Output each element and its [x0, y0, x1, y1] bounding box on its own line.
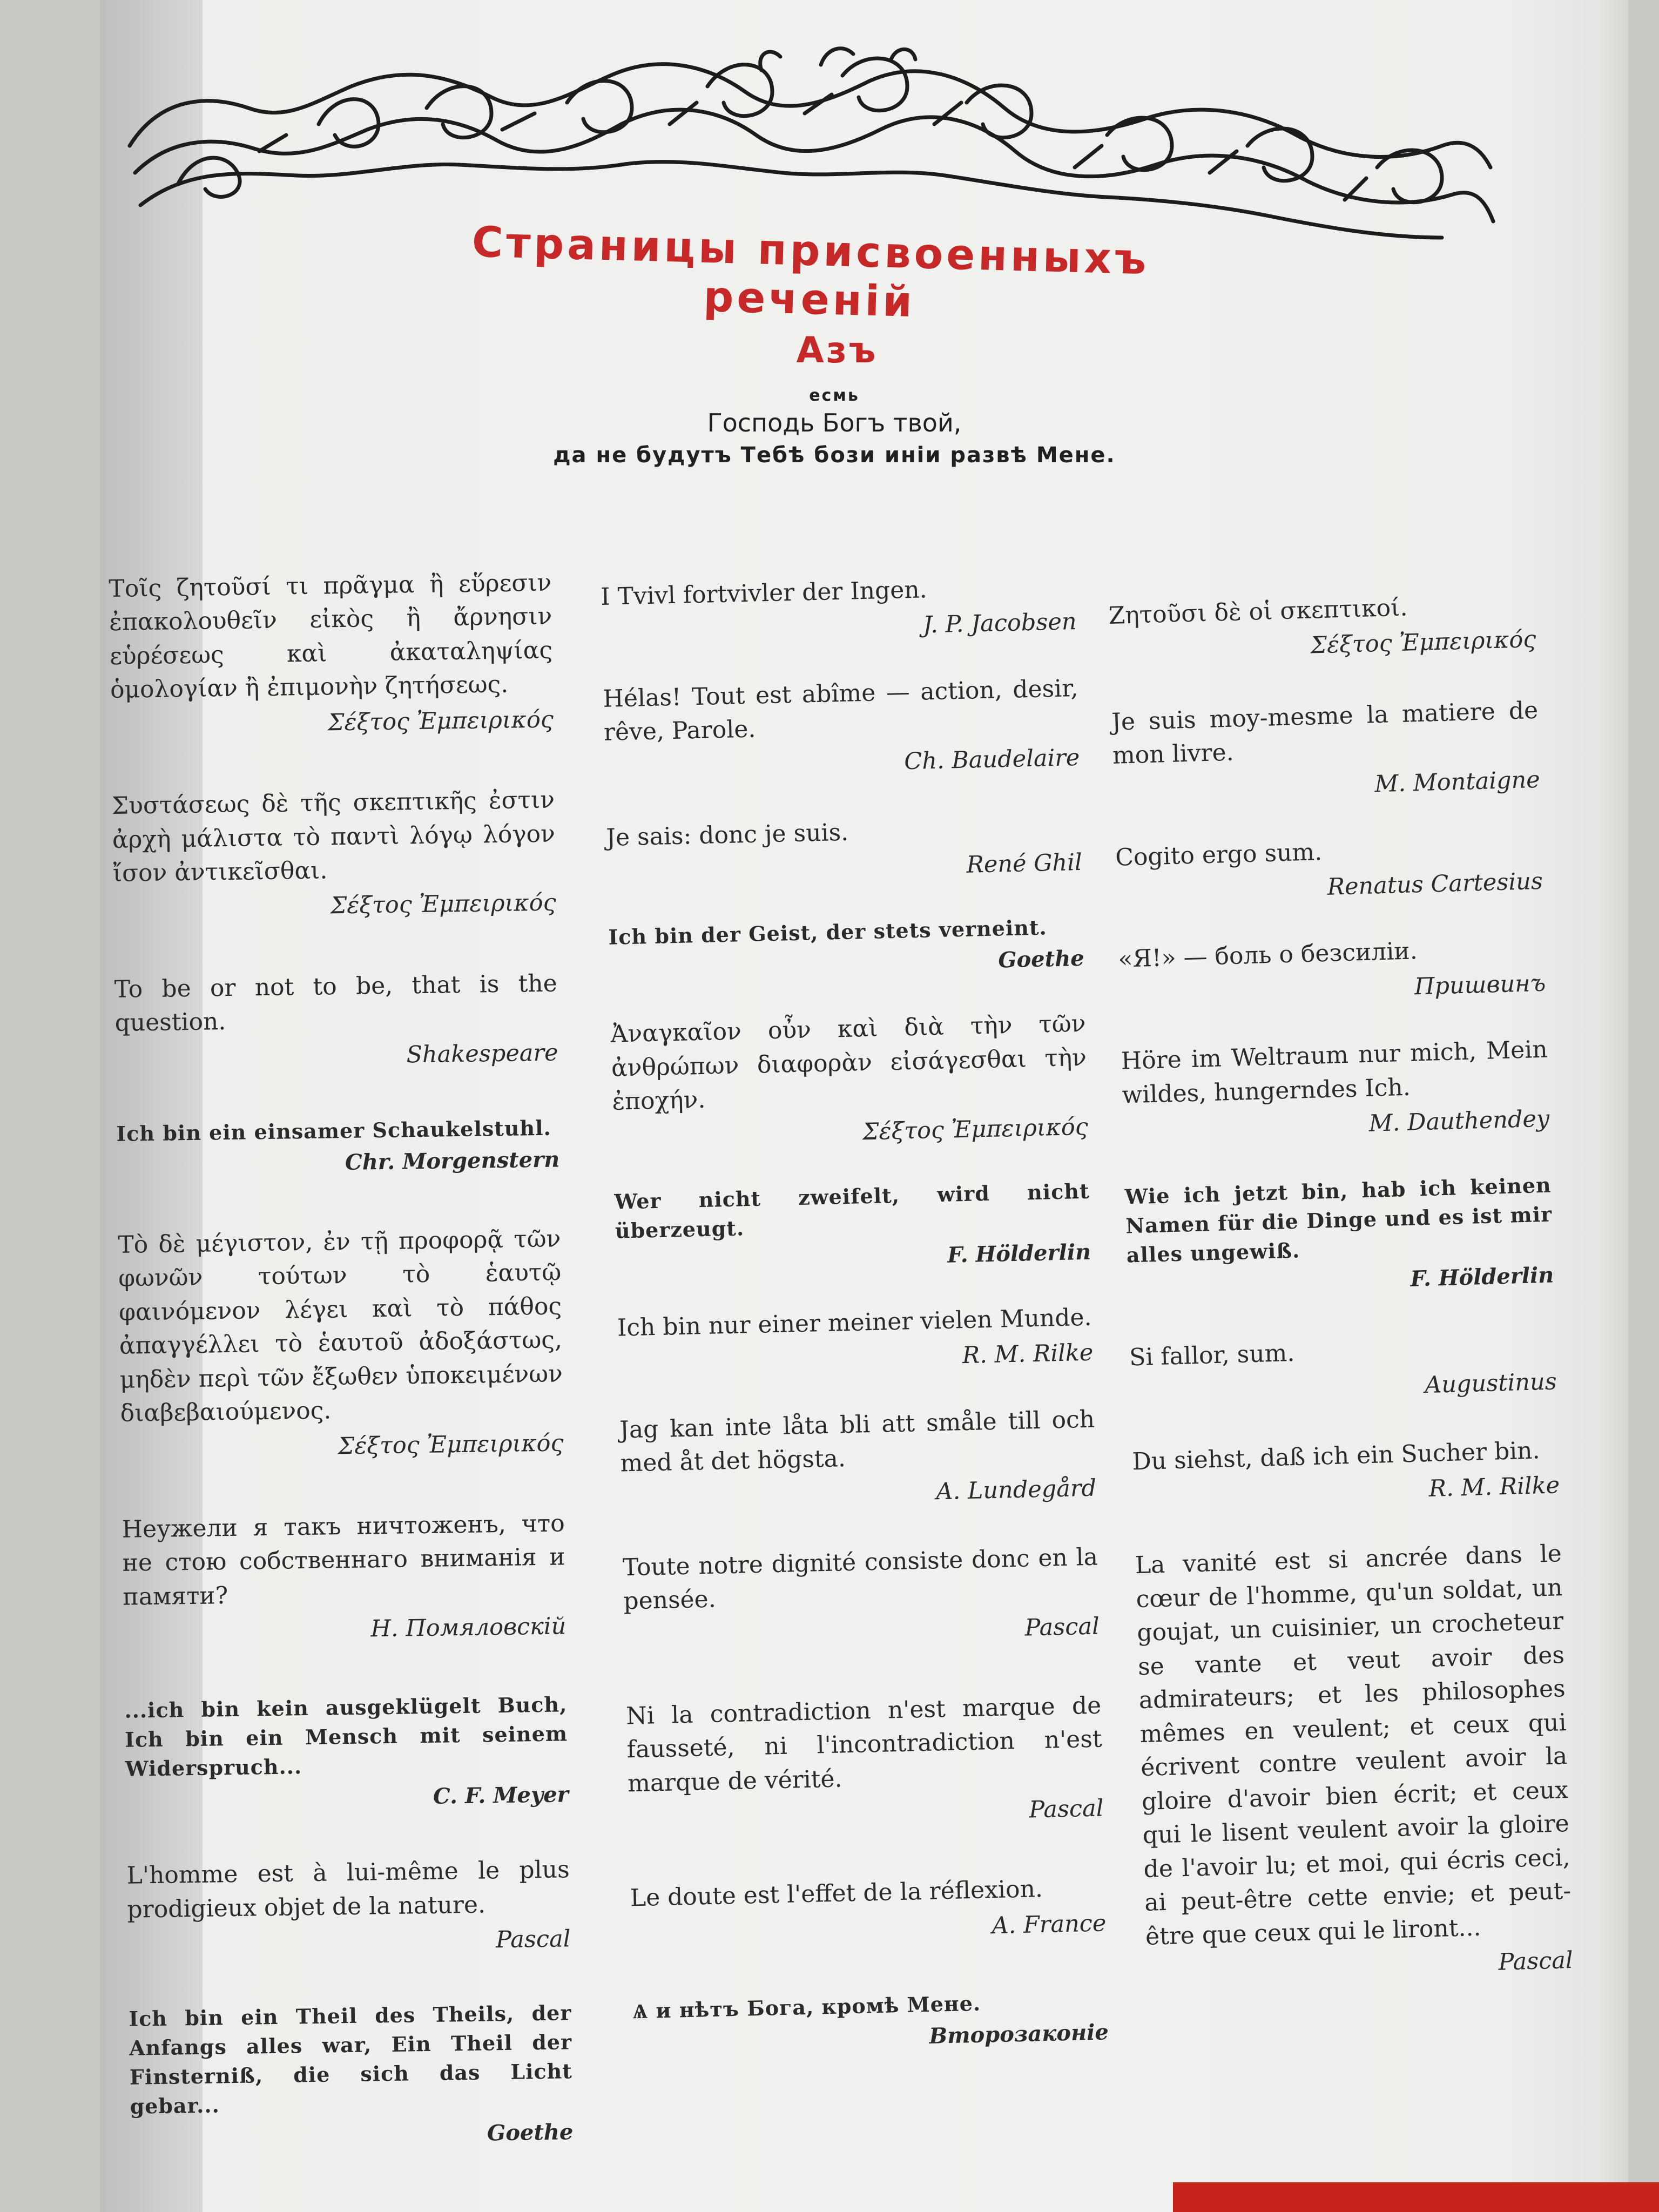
quote-block: [610, 1007, 1088, 1154]
quote-column-middle: [599, 532, 1109, 2058]
quote-text: Si fallor, sum.: [1129, 1339, 1295, 1372]
quote-author: Ch. Baudelaire: [903, 744, 1080, 775]
quote-block: [614, 1177, 1091, 1278]
quote-author: F. Hölderlin: [947, 1239, 1091, 1268]
quote-text: Ni la contradiction n'est marque de fausseté, ni l'incontradiction n'est marque de vérité.: [625, 1691, 1103, 1798]
quote-text: Höre im Weltraum nur mich, Mein wildes, hungerndes Ich.: [1121, 1035, 1548, 1109]
quote-author: Второзаконіе: [928, 2019, 1109, 2049]
quote-block: [603, 672, 1080, 785]
quote-author: Σέξτος Ἐμπειρικός: [1310, 626, 1537, 659]
quote-author: C. F. Meyer: [433, 1782, 569, 1810]
quote-column-right: [1107, 550, 1573, 1988]
quote-block: [1121, 1033, 1550, 1147]
quote-author: René Ghil: [966, 849, 1083, 879]
quote-author: Pascal: [495, 1925, 571, 1954]
quote-author: Н. Помяловскій: [370, 1613, 567, 1643]
quote-author: R. M. Rilke: [962, 1339, 1094, 1370]
quote-block: [617, 1301, 1094, 1380]
quote-author: J. P. Jacobsen: [922, 608, 1077, 639]
commandment-line-1: есмь: [809, 386, 860, 405]
quote-block: [619, 1402, 1097, 1515]
quote-block: [1132, 1433, 1560, 1514]
quote-author: Pascal: [1498, 1946, 1574, 1976]
quote-block: [1115, 830, 1543, 910]
page-subtitle-az: Азъ: [796, 329, 878, 371]
quote-block: [1124, 1171, 1554, 1303]
quote-text: Ich bin der Geist, der stets verneint.: [608, 915, 1048, 950]
quote-block: [622, 1540, 1100, 1653]
quote-block: [1111, 693, 1540, 807]
quote-block: [109, 567, 554, 742]
quote-text: Ἀναγκαῖον οὖν καὶ διὰ τὴν τῶν ἀνθρώπων διαφορὰν εἰσάγεσθαι τὴν ἐποχήν.: [610, 1010, 1087, 1116]
quote-text: I Tvivl fortvivler der Ingen.: [600, 576, 928, 611]
commandment-block: [497, 386, 1172, 468]
quote-block: [129, 1999, 574, 2154]
quote-block: [601, 570, 1077, 649]
quote-author: Renatus Cartesius: [1327, 867, 1543, 901]
quote-text: Cogito ergo sum.: [1115, 838, 1323, 872]
quote-text: Toute notre dignité consiste donc en la pensée.: [622, 1543, 1098, 1615]
quote-author: Σέξτος Ἐμπειρικός: [327, 706, 554, 737]
quote-block: [1129, 1329, 1557, 1410]
quote-text: La vanité est si ancrée dans le cœur de l'homme, qu'un soldat, un goujat, un cuisinier, un crocheteur se vante et veut avoir des admirateurs; et les philosophes mêmes en veulent; et ceux qui écrivent contre veulent avoir la gloire d'avoir bien écrit; et ceux qui le lisent veulent avoir la gloire de l'avoir lu; et moi, qui écris ceci, ai peut-être cette envie; et peut-être que ceux qui le liront...: [1135, 1540, 1572, 1951]
quote-author: Σέξτος Ἐμπειρικός: [338, 1429, 564, 1460]
quote-text: Неужели я такъ ничтоженъ, что не стою собственнаго вниманія и памяти?: [122, 1509, 565, 1611]
quote-author: Σέξτος Ἐμπειρικός: [862, 1113, 1089, 1146]
quote-author: M. Montaigne: [1374, 766, 1541, 798]
quote-author: Пришвинъ: [1414, 969, 1546, 1001]
quote-block: [122, 1507, 566, 1649]
quote-block: [626, 1689, 1104, 1835]
quote-block: [1135, 1537, 1573, 1989]
quote-author: Shakespeare: [406, 1039, 558, 1068]
quote-author: M. Dauthendey: [1368, 1105, 1550, 1137]
quote-text: Τὸ δὲ μέγιστον, ἐν τῇ προφορᾷ τῶν φωνῶν τούτων τὸ ἑαυτῷ φαινόμενον λέγει καὶ τὸ πάθος ἀπαγγέλλει τὸ ἑαυτοῦ ἀδοξάστως, μηδὲν περὶ τῶν ἔξωθεν ὑποκειμένων διαβεβαιούμενος.: [118, 1225, 563, 1427]
red-table-edge: [1173, 2182, 1659, 2212]
quote-author: R. M. Rilke: [1428, 1472, 1560, 1503]
quote-text: Ich bin ein Theil des Theils, der Anfangs alles war, Ein Theil der Finsterniß, die sich das Licht gebar...: [129, 2000, 573, 2119]
quote-column-left: [108, 529, 574, 2154]
quote-text: To be or not to be, that is the question.: [114, 969, 558, 1037]
quote-author: Goethe: [487, 2119, 574, 2146]
quote-block: [608, 912, 1084, 984]
quote-text: Je suis moy-mesme la matiere de mon livre.: [1111, 696, 1539, 770]
quote-author: Goethe: [997, 946, 1085, 973]
quote-text: Συστάσεως δὲ τῆς σκεπτικῆς ἐστιν ἀρχὴ μάλιστα τὸ παντὶ λόγῳ λόγον ἴσον ἀντικεῖσθαι.: [111, 786, 556, 887]
quote-text: Du siehst, daß ich ein Sucher bin.: [1131, 1437, 1541, 1476]
commandment-line-3: да не будутъ Тебѣ бози иніи развѣ Мене.: [553, 443, 1116, 468]
quote-text: Τοῖς ζητοῦσί τι πρᾶγμα ἢ εὕρεσιν ἐπακολουθεῖν εἰκὸς ἢ ἄρνησιν εὑρέσεως καὶ ἀκαταληψίας ὁμολογίαν ἢ ἐπιμονὴν ζητήσεως.: [109, 569, 553, 704]
quote-author: Σέξτος Ἐμπειρικός: [330, 889, 556, 920]
quote-text: Hélas! Tout est abîme — action, desir, rêve, Parole.: [602, 674, 1078, 747]
quote-text: Ich bin nur einer meiner vielen Munde.: [617, 1303, 1092, 1342]
page-title: Страницы присвоенныхъ реченій: [471, 218, 1150, 327]
quote-block: [114, 967, 558, 1075]
quote-text: Wie ich jetzt bin, hab ich keinen Namen für die Dinge und es ist mir alles ungewiß.: [1124, 1172, 1553, 1267]
quote-author: Augustinus: [1424, 1367, 1557, 1399]
page-edge: [1599, 0, 1628, 2212]
quote-text: Le doute est l'effet de la réflexion.: [630, 1875, 1043, 1912]
quote-text: Ѧ и нѣтъ Бога, кромѣ Мене.: [632, 1991, 981, 2024]
quote-block: [1108, 588, 1536, 668]
commandment-line-2: Господь Богъ твой,: [707, 408, 962, 437]
quote-block: [116, 1113, 560, 1181]
quote-author: Chr. Morgenstern: [345, 1147, 560, 1175]
quote-block: [1118, 931, 1546, 1011]
quote-text: «Я!» — боль о безсиліи.: [1117, 937, 1418, 974]
quote-block: [126, 1853, 571, 1961]
quote-author: Pascal: [1028, 1795, 1104, 1824]
quote-author: A. Lundegård: [935, 1475, 1097, 1506]
quote-text: Jag kan inte låta bli att småle till och med åt det högsta.: [619, 1405, 1095, 1478]
quote-author: A. France: [992, 1910, 1107, 1940]
quote-block: [124, 1690, 569, 1816]
quote-author: F. Hölderlin: [1410, 1262, 1554, 1292]
quote-text: Ich bin ein einsamer Schaukelstuhl.: [116, 1115, 551, 1146]
quote-text: Ζητοῦσι δὲ οἱ σκεπτικοί.: [1108, 594, 1408, 630]
quote-text: ...ich bin kein ausgeklügelt Buch, Ich bin ein Mensch mit seinem Widerspruch...: [124, 1692, 568, 1782]
quote-block: [630, 1871, 1107, 1951]
quote-block: [632, 1986, 1109, 2058]
quote-block: [118, 1222, 564, 1465]
quote-text: Je sais: donc je suis.: [605, 818, 849, 852]
quote-block: [606, 811, 1083, 890]
quote-author: Pascal: [1024, 1613, 1100, 1642]
quote-block: [112, 784, 556, 926]
quote-text: Wer nicht zweifelt, wird nicht überzeugt.: [614, 1178, 1090, 1243]
quote-text: L'homme est à lui-même le plus prodigieux objet de la nature.: [126, 1856, 570, 1924]
